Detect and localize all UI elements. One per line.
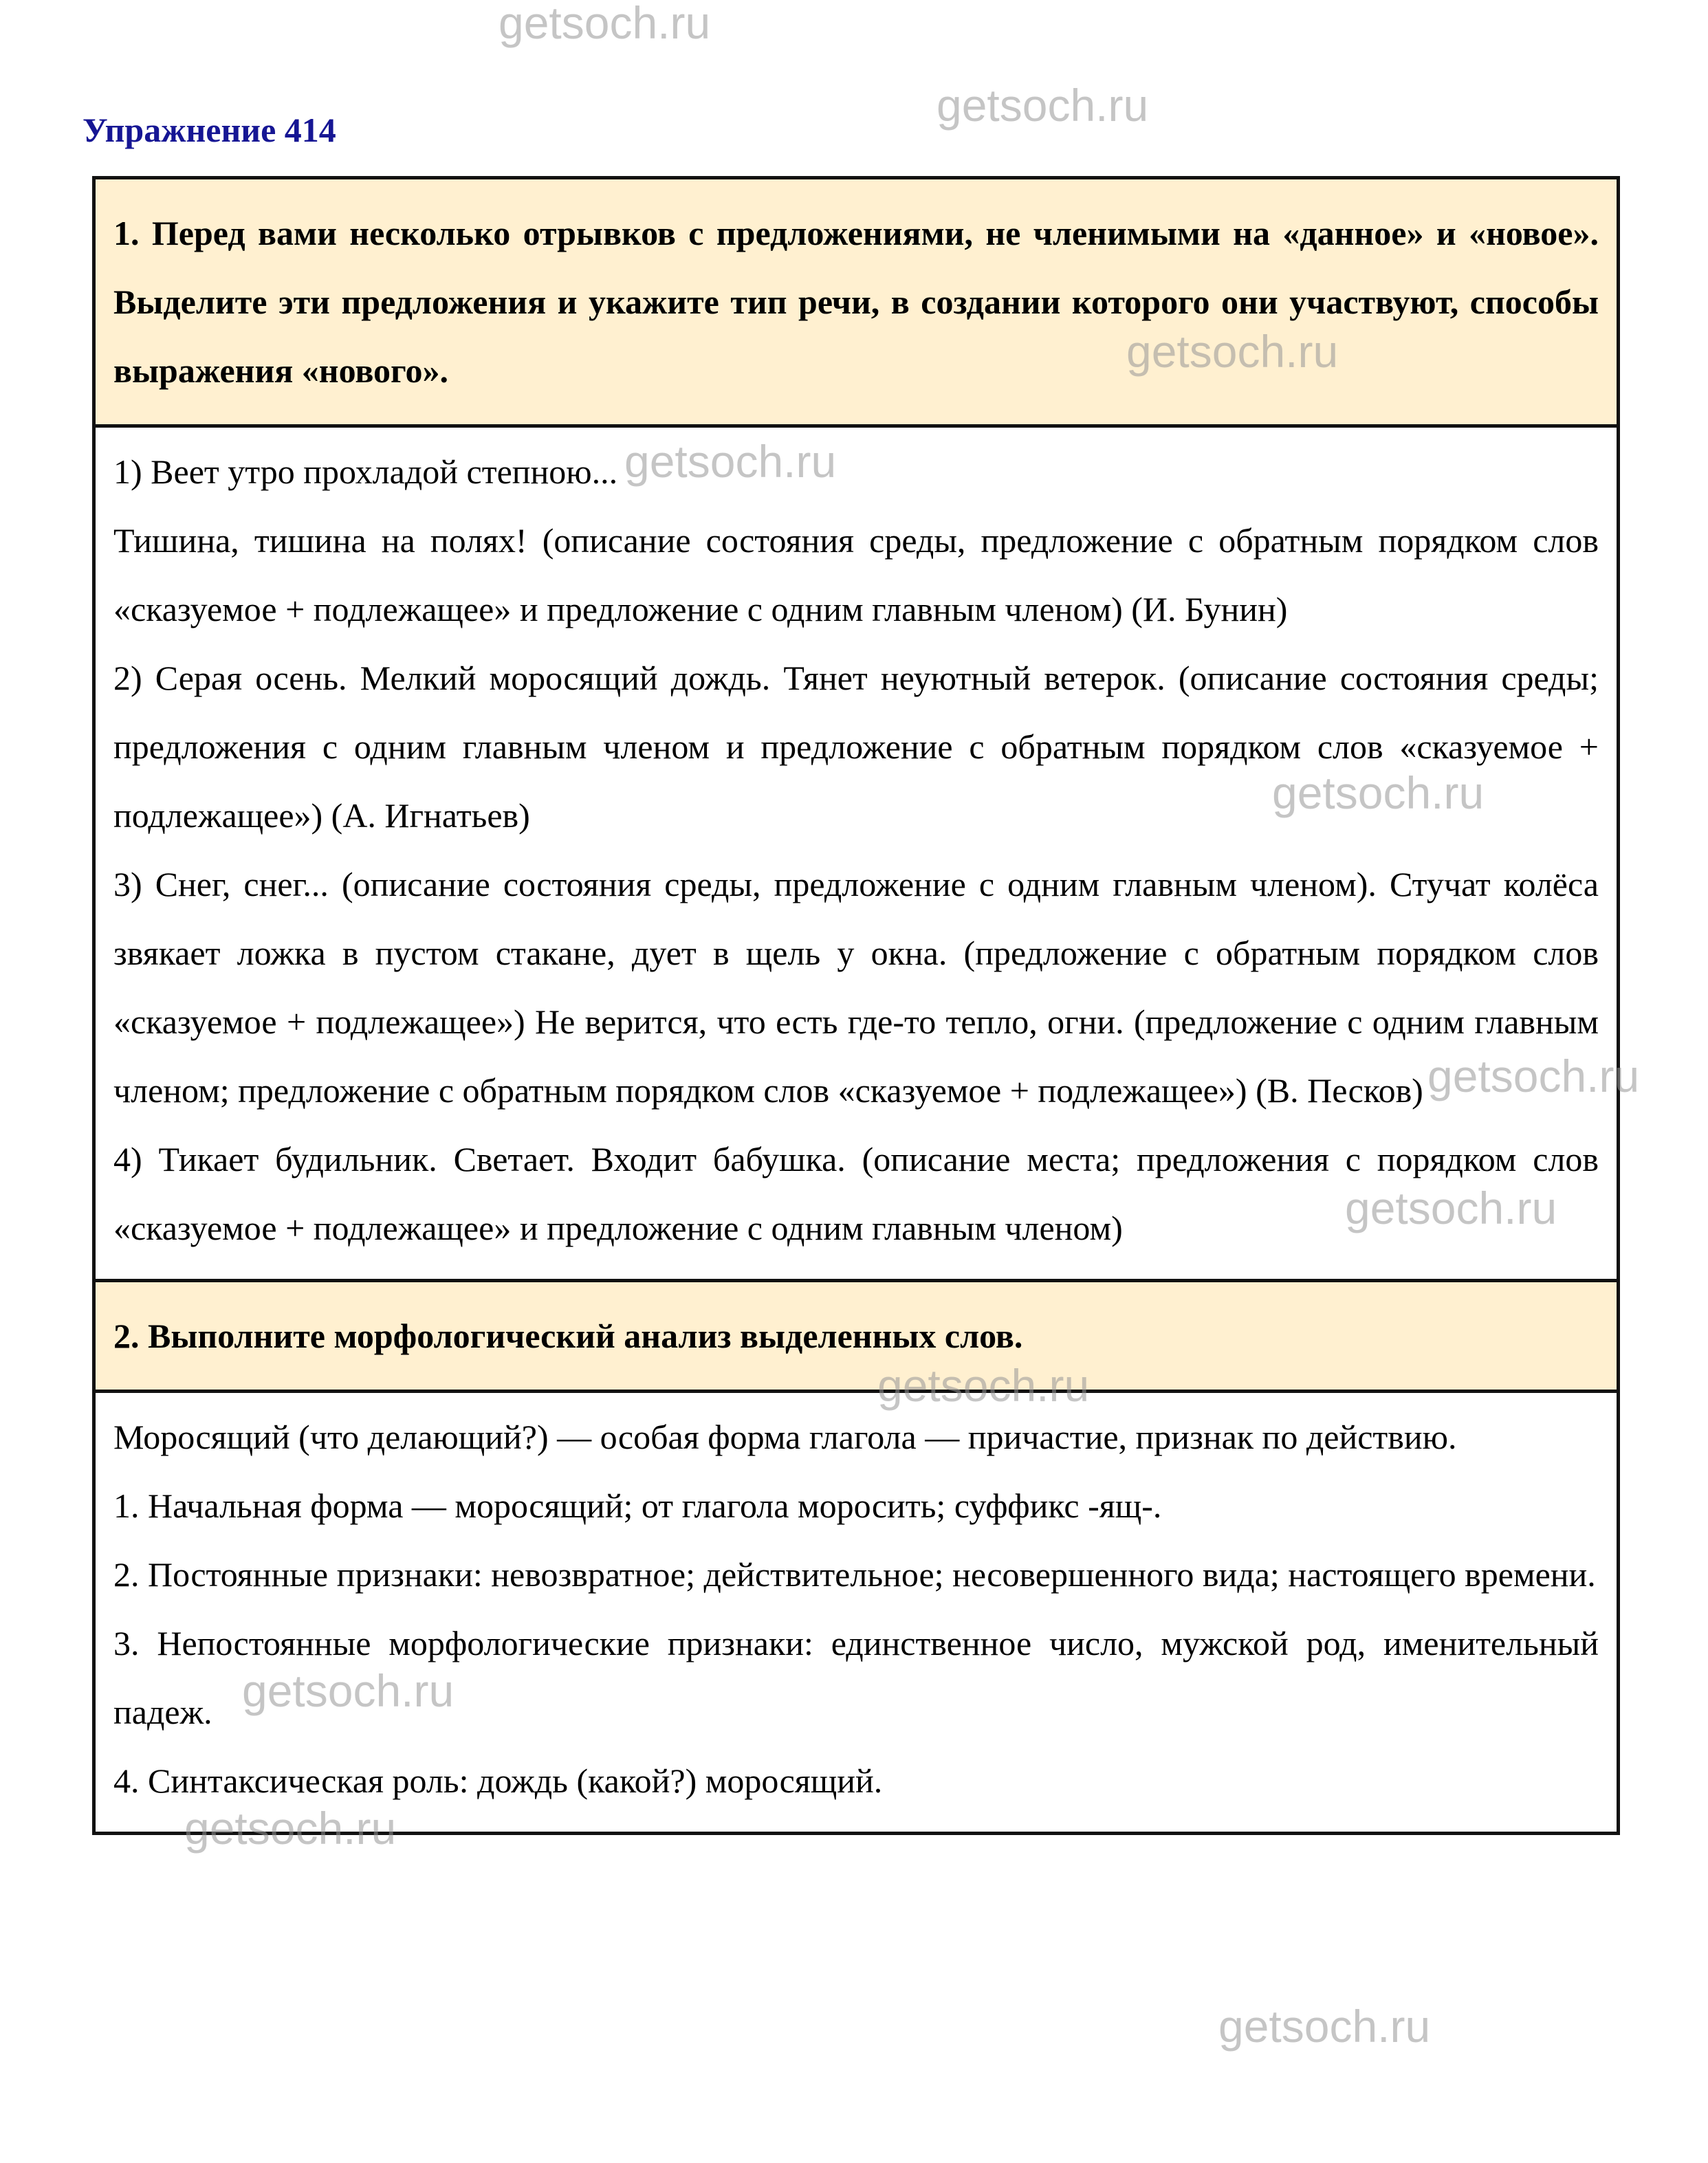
task1-header-text: 1. Перед вами несколько отрывков с предложениями, не членимыми на «данное» и «новое». Выделите эти предложения и укажите тип речи, в создании которого они участвуют, способы выражения «нового». (113, 214, 1599, 390)
task1-answer (96, 428, 1617, 1279)
watermark: getsoch.ru (499, 0, 711, 48)
watermark: getsoch.ru (1126, 326, 1339, 377)
task2-header-text: 2. Выполните морфологический анализ выделенных слов. (113, 1317, 1023, 1355)
task2-answer (96, 1393, 1617, 1832)
watermark: getsoch.ru (242, 1665, 455, 1716)
answer-paragraph: 2) Серая осень. Мелкий моросящий дождь. Тянет неуютный ветерок. (описание состояния среды; предложения с одним главным членом и предложение с обратным порядком слов «сказуемое + подлежащее») (А. Игнатьев) (113, 659, 1599, 835)
watermark: getsoch.ru (1427, 1051, 1640, 1101)
watermark: getsoch.ru (877, 1360, 1090, 1411)
watermark: getsoch.ru (937, 80, 1149, 131)
answer-paragraph: 1. Начальная форма — моросящий; от глагола моросить; суффикс -ящ-. (113, 1486, 1162, 1525)
answer-paragraph: 2. Постоянные признаки: невозвратное; действительное; несовершенного вида; настоящего времени. (113, 1555, 1596, 1594)
watermark: getsoch.ru (1345, 1183, 1557, 1233)
task1-header (96, 179, 1617, 428)
watermark: getsoch.ru (624, 436, 837, 487)
answer-paragraph: Тишина, тишина на полях! (описание состояния среды, предложение с обратным порядком слов «сказуемое + подлежащее» и предложение с одним главным членом) (И. Бунин) (113, 521, 1599, 628)
watermark: getsoch.ru (1272, 767, 1485, 818)
answer-paragraph: 4. Синтаксическая роль: дождь (какой?) моросящий. (113, 1761, 883, 1800)
answer-paragraph: 1) Веет утро прохладой степною... (113, 452, 618, 491)
answer-paragraph: 4) Тикает будильник. Светает. Входит бабушка. (описание места; предложения с порядком слов «сказуемое + подлежащее» и предложение с одним главным членом) (113, 1140, 1599, 1247)
watermark: getsoch.ru (1218, 2001, 1431, 2052)
answer-paragraph: 3. Непостоянные морфологические признаки: единственное число, мужской род, именительный падеж. (113, 1624, 1599, 1731)
exercise-table (92, 176, 1620, 1835)
answer-paragraph: Моросящий (что делающий?) — особая форма глагола — причастие, признак по действию. (113, 1418, 1457, 1456)
exercise-title: Упражнение 414 (83, 111, 336, 149)
task2-header (96, 1279, 1617, 1393)
watermark: getsoch.ru (184, 1803, 397, 1854)
answer-paragraph: 3) Снег, снег... (описание состояния среды, предложение с одним главным членом). Стучат колёса звякает ложка в пустом стакане, дует в щель у окна. (предложение с обратным порядком слов «сказуемое + подлежащее») Не верится, что есть где-то тепло, огни. (предложение с одним главным членом; предложение с обратным порядком слов «сказуемое + подлежащее») (В. Песков) (113, 865, 1599, 1110)
